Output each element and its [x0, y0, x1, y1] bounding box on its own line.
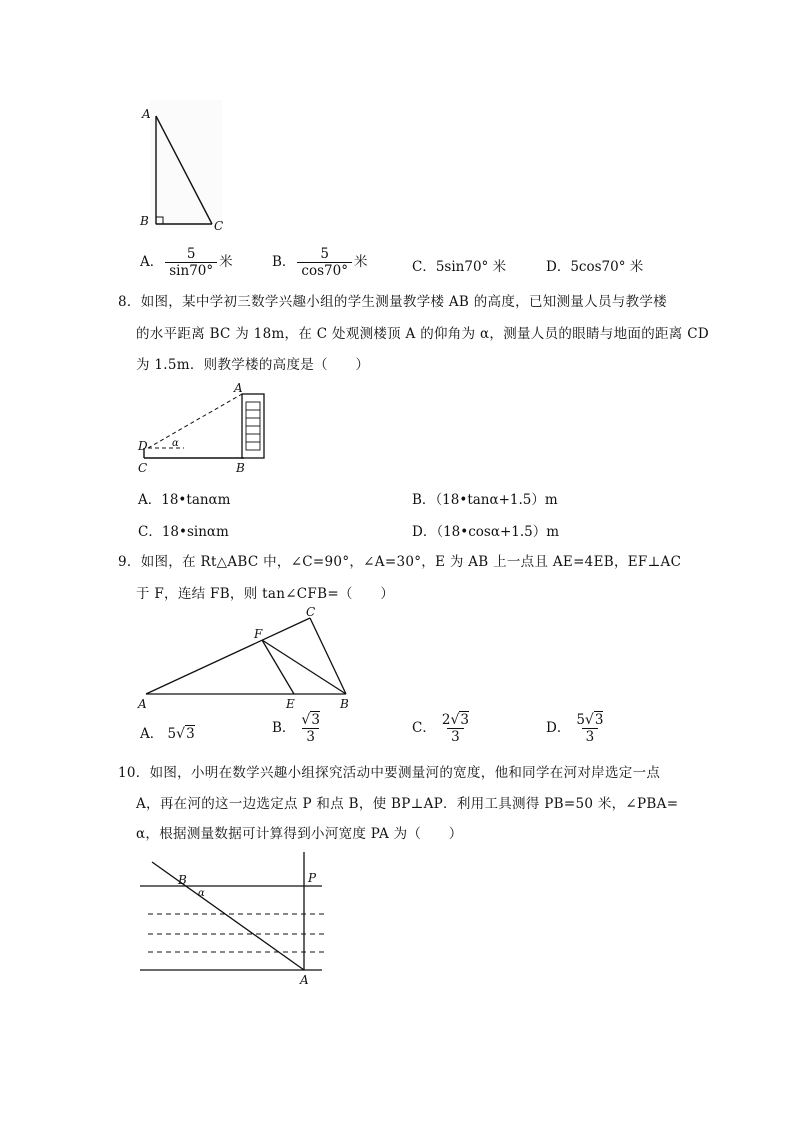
q10-line-1: 10．如图，小明在数学兴趣小组探究活动中要测量河的宽度，他和同学在河对岸选定一点 — [118, 765, 661, 781]
q9-option-c: C． $\frac{2√3}{3}$ — [412, 712, 469, 745]
q7-label-a: A — [142, 107, 151, 121]
q9-option-d: D． $\frac{5√3}{3}$ — [546, 712, 604, 745]
q9-label-c: C — [306, 605, 316, 619]
q9-label-a: A — [138, 697, 147, 711]
q8-figure — [134, 380, 284, 480]
q8-option-b: B．（18•tanα+1.5）m — [412, 492, 558, 508]
q9-option-b: B． $\frac{√3}{3}$ — [272, 712, 320, 745]
q10-label-a: A — [300, 973, 309, 987]
q8-label-c: C — [138, 461, 148, 475]
q7-option-a: A． $\frac{5}{\sin 70^\circ}$ 米 — [140, 246, 233, 279]
q8-option-c: C．18•sinαm — [138, 524, 229, 540]
q9-figure — [134, 602, 354, 712]
q7-option-c: C．5sin70° 米 — [412, 259, 507, 275]
q8-label-d: D — [138, 439, 148, 453]
q8-label-alpha: α — [172, 438, 179, 449]
q10-label-p: P — [308, 871, 317, 885]
q8-option-d: D．（18•cosα+1.5）m — [412, 524, 560, 540]
q9-line-1: 9．如图，在 Rt△ABC 中，∠C=90°，∠A=30°，E 为 AB 上一点且 AE=4EB，EF⊥AC — [118, 554, 682, 570]
q8-option-a: A．18•tanαm — [138, 492, 231, 508]
q9-label-e: E — [286, 697, 295, 711]
q8-line-2: 的水平距离 BC 为 18m，在 C 处观测楼顶 A 的仰角为 α，测量人员的眼睛与地面的距离 CD — [136, 326, 709, 342]
q8-line-3: 为 1.5m．则教学楼的高度是（ ） — [136, 357, 370, 373]
q9-label-f: F — [254, 627, 263, 641]
q10-line-3: α，根据测量数据可计算得到小河宽度 PA 为（ ） — [136, 826, 463, 842]
q9-line-2: 于 F，连结 FB，则 tan∠CFB=（ ） — [136, 586, 395, 602]
q7-option-b: B． $\frac{5}{\cos 70^\circ}$ 米 — [272, 246, 368, 279]
q7-option-d: D．5cos70° 米 — [546, 259, 644, 275]
q9-label-b: B — [340, 697, 349, 711]
q10-figure — [134, 850, 334, 990]
q7-figure — [130, 100, 240, 235]
q8-label-b: B — [236, 461, 245, 475]
q7-label-c: C — [214, 219, 224, 233]
q10-label-b: B — [178, 873, 187, 887]
q9-option-a: A． 5√3 — [140, 726, 195, 742]
q8-line-1: 8．如图，某中学初三数学兴趣小组的学生测量教学楼 AB 的高度，已知测量人员与教学楼 — [118, 294, 667, 310]
q10-line-2: A，再在河的这一边选定点 P 和点 B，使 BP⊥AP．利用工具测得 PB=50 米，∠PBA= — [136, 796, 679, 812]
q7-label-b: B — [140, 214, 149, 228]
q10-label-alpha: α — [198, 888, 205, 899]
q8-label-a: A — [234, 381, 243, 395]
